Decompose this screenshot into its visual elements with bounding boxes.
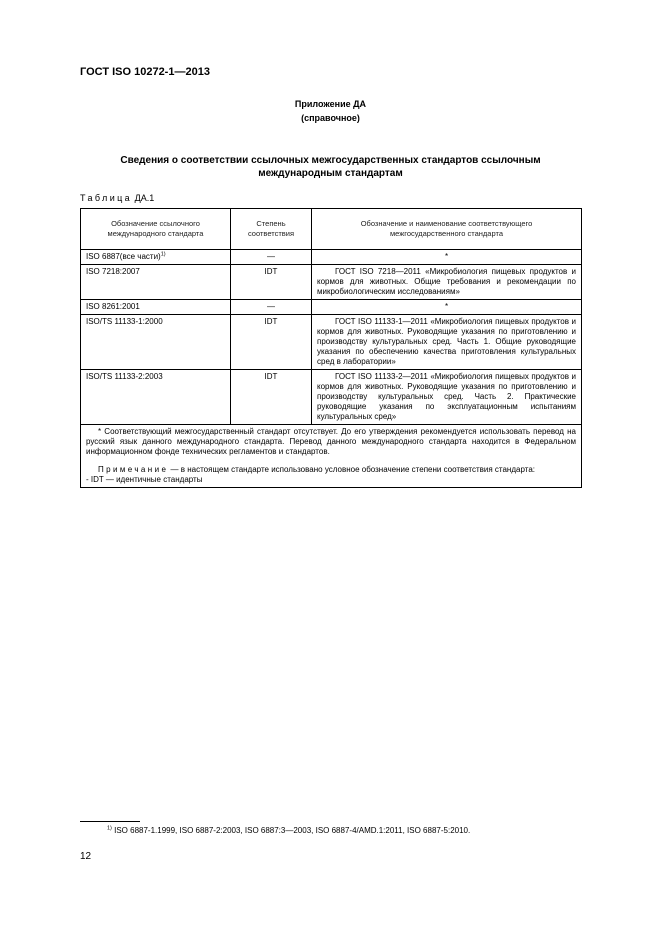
national-standard-cell: ГОСТ ISO 7218—2011 «Микробиология пищевых продуктов и кормов для животных. Общие требования и рекомендации по микробиологическим исследованиям» xyxy=(312,265,582,300)
section-heading-line-1: Сведения о соответствии ссылочных межгосударственных стандартов ссылочным xyxy=(120,155,541,166)
annex-subtitle: (справочное) xyxy=(301,113,360,123)
table-row xyxy=(81,315,582,370)
table-row xyxy=(81,265,582,300)
table-caption-number: ДА.1 xyxy=(134,193,155,203)
correspondence-table xyxy=(80,208,582,488)
footnote-separator xyxy=(80,821,140,822)
table-row xyxy=(81,250,582,265)
intl-standard-cell: ISO/TS 11133-1:2000 xyxy=(81,315,231,370)
national-standard-cell: ГОСТ ISO 11133-2—2011 «Микробиология пищевых продуктов и кормов для животных. Руководящие указания по приготовлению и производству культуральных сред. Часть 2. Практические руководящие указания по эксплуатационным испытаниям культуральных сред» xyxy=(312,370,582,425)
footnote-ref: 1) xyxy=(160,251,166,258)
table-row xyxy=(81,300,582,315)
section-heading-line-2: международным стандартам xyxy=(258,168,403,179)
table-notes xyxy=(81,425,582,488)
section-heading xyxy=(80,154,581,180)
intl-standard-cell: ISO 7218:2007 xyxy=(81,265,231,300)
table-caption-word: Таблица xyxy=(80,193,133,203)
star-footnote: * Соответствующий межгосударственный стандарт отсутствует. До его утверждения рекомендуется использовать перевод на русский язык данного международного стандарта. Перевод данного международного стандарта находится в Федеральном информационном фонде технических регламентов и стандартов. xyxy=(86,427,576,456)
document-code: ГОСТ ISO 10272-1—2013 xyxy=(80,66,210,78)
intl-standard-cell: ISO/TS 11133-2:2003 xyxy=(81,370,231,425)
national-standard-cell: * xyxy=(312,300,582,315)
table-header-row xyxy=(81,209,582,250)
header-national-standard: Обозначение и наименование соответствующего межгосударственного стандарта xyxy=(312,209,582,250)
table-note xyxy=(86,465,576,475)
note-label: Примечание xyxy=(98,465,169,474)
national-standard-cell: ГОСТ ISO 11133-1—2011 «Микробиология пищевых продуктов и кормов для животных. Руководящие указания по приготовлению и производству культуральных сред. Часть 1. Общие руководящие указания по обеспечению качества приготовления культуральных сред в лаборатории» xyxy=(312,315,582,370)
intl-standard-cell: ISO 6887(все части)$^{1)}$ xyxy=(81,250,231,265)
header-international-standard: Обозначение ссылочного международного стандарта xyxy=(81,209,231,250)
table-row xyxy=(81,370,582,425)
note-item: - IDT — идентичные стандарты xyxy=(86,475,203,484)
footnote-text: ISO 6887-1.1999, ISO 6887-2:2003, ISO 6887:3—2003, ISO 6887-4/AMD.1:2011, ISO 6887-5:2010. xyxy=(114,826,471,835)
degree-cell: IDT xyxy=(231,370,312,425)
annex-title: Приложение ДА xyxy=(294,99,367,109)
page-number: 12 xyxy=(80,851,92,862)
table-caption xyxy=(80,193,154,203)
degree-cell: IDT xyxy=(231,315,312,370)
header-correspondence-degree: Степень соответствия xyxy=(231,209,312,250)
annex-heading xyxy=(0,97,661,125)
page-footnote xyxy=(107,826,470,835)
degree-cell: IDT xyxy=(231,265,312,300)
degree-cell: — xyxy=(231,250,312,265)
intl-standard-cell: ISO 8261:2001 xyxy=(81,300,231,315)
degree-cell: — xyxy=(231,300,312,315)
table-footer-row xyxy=(81,425,582,488)
note-text: — в настоящем стандарте использовано условное обозначение степени соответствия стандарта: xyxy=(168,465,535,474)
footnote-mark: 1) xyxy=(107,825,112,832)
national-standard-cell: * xyxy=(312,250,582,265)
